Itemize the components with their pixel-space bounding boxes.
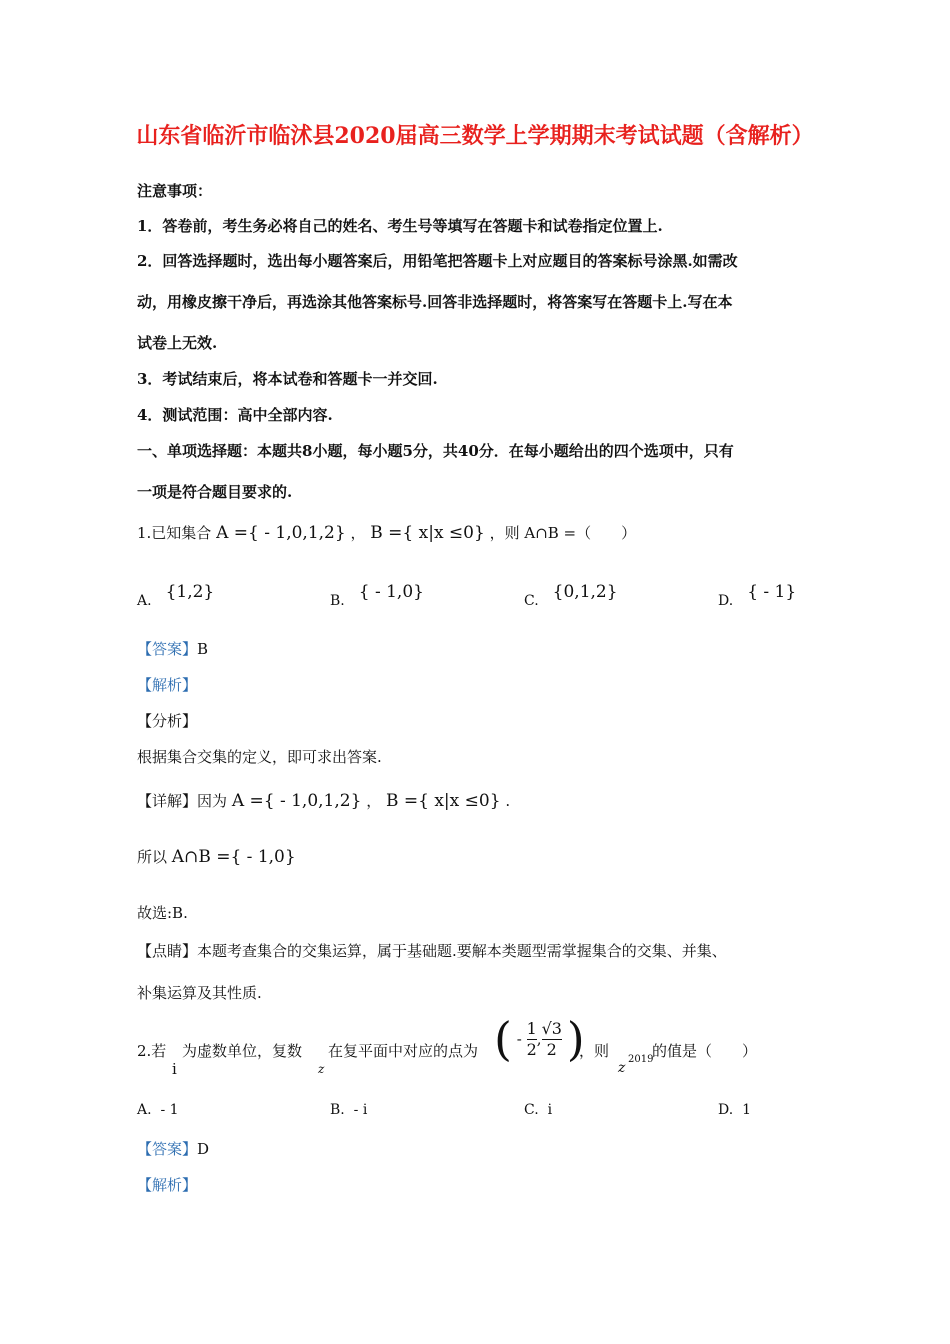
q1-fenxi-tag: 【分析】 — [137, 712, 198, 730]
q1-set-a: A ={ - 1,0,1,2} — [216, 523, 346, 543]
q1-stem-suffix: ，则 A∩B =（ ） — [489, 524, 637, 542]
q1-option-d-label: D. — [718, 593, 734, 609]
q1-detail-set-b: B ={ x|x ≤0} — [385, 791, 501, 811]
q1-option-a-label: A. — [137, 593, 152, 609]
q2-z-power-base: z — [618, 1060, 626, 1076]
q2-i-symbol: i — [172, 1060, 177, 1078]
q1-option-c-label: C. — [524, 593, 539, 609]
q2-option-a-label: A. — [137, 1102, 152, 1118]
page-title: 山东省临沂市临沭县2020届高三数学上学期期末考试试题（含解析） — [136, 123, 814, 149]
q1-set-b: B ={ x|x ≤0} — [370, 523, 485, 543]
q2-option-b-value: - i — [353, 1102, 368, 1118]
q2-stem-d: ，则 — [579, 1042, 610, 1060]
q1-so — [137, 846, 296, 867]
q2-answer-tag: 【答案】 — [137, 1140, 198, 1158]
q2-option-c-value: i — [547, 1102, 553, 1118]
notice-item-2-line-2: 动，用橡皮擦干净后，再选涂其他答案标号.回答非选择题时，将答案写在答题卡上.写在本 — [137, 293, 733, 311]
q1-option-d — [718, 582, 797, 610]
q1-answer-tag: 【答案】 — [137, 640, 198, 658]
notice-heading: 注意事项： — [137, 182, 213, 200]
q2-option-a — [137, 1102, 179, 1118]
q1-comment-line-1 — [137, 940, 727, 961]
q1-option-d-value: { - 1} — [747, 582, 797, 602]
q2-option-d-value: 1 — [742, 1102, 752, 1118]
q2-option-b — [330, 1102, 367, 1118]
notice-item-4: 4．测试范围：高中全部内容. — [137, 406, 333, 424]
q2-right-paren: ) — [566, 1012, 585, 1066]
q1-comment-tag: 【点睛】 — [137, 942, 198, 960]
q1-detail-tag: 【详解】 — [137, 792, 198, 810]
q2-fraction-2: $\frac{√3}{2}$ — [541, 1018, 562, 1059]
q1-detail: 【详解】因为 A ={ - 1,0,1,2} ， B ={ x|x ≤0} . — [137, 791, 511, 811]
notice-item-1: 1．答卷前，考生务必将自己的姓名、考生号等填写在答题卡和试卷指定位置上. — [137, 217, 663, 235]
q2-option-c — [524, 1102, 552, 1118]
q1-stem-prefix: 1.已知集合 — [137, 524, 212, 542]
q2-z-symbol: z — [318, 1062, 325, 1076]
q2-stem-b: 为虚数单位，复数 — [182, 1042, 303, 1060]
q2-power: 2019 — [628, 1054, 654, 1065]
q1-option-b-label: B. — [330, 593, 345, 609]
q2-analysis-tag — [137, 1174, 197, 1195]
q1-comma: ， — [350, 524, 366, 542]
q2-answer — [137, 1138, 209, 1159]
q1-detail-text: 因为 — [197, 792, 228, 810]
q1-analysis-label: 【解析】 — [137, 676, 198, 694]
q1-analysis-tag — [137, 674, 197, 695]
q2-analysis-label: 【解析】 — [137, 1176, 198, 1194]
q1-option-a-value: {1,2} — [165, 582, 215, 602]
notice-item-2-line-3: 试卷上无效. — [137, 334, 218, 352]
q1-answer — [137, 638, 208, 659]
q1-stem — [137, 522, 636, 543]
q2-answer-value: D — [197, 1140, 210, 1158]
q2-stem-c: 在复平面中对应的点为 — [328, 1042, 479, 1060]
notice-item-2-line-1: 2．回答选择题时，选出每小题答案后，用铅笔把答题卡上对应题目的答案标号涂黑.如需改 — [137, 252, 738, 270]
q1-comment-text-1: 本题考查集合的交集运算，属于基础题.要解本类题型需掌握集合的交集、并集、 — [197, 942, 727, 960]
section1-line-2: 一项是符合题目要求的. — [137, 483, 293, 501]
q2-left-paren: ( — [494, 1012, 512, 1066]
notice-item-3: 3．考试结束后，将本试卷和答题卡一并交回. — [137, 370, 438, 388]
q1-option-b-value: { - 1,0} — [358, 582, 424, 602]
q2-option-d — [718, 1102, 751, 1118]
q1-option-b — [330, 582, 424, 610]
q1-answer-value: B — [197, 640, 209, 658]
q1-so-label: 所以 — [137, 848, 168, 866]
q2-stem-a: 2.若 — [137, 1042, 167, 1060]
q2-point: ( - $\frac{1}{2}$ , $\frac{√3}{2}$ ) — [494, 1012, 585, 1066]
q2-fraction-1: $\frac{1}{2}$ — [526, 1018, 537, 1059]
q2-option-b-label: B. — [330, 1102, 345, 1118]
q1-comment-line-2: 补集运算及其性质. — [137, 984, 262, 1002]
q2-option-d-label: D. — [718, 1102, 734, 1118]
q2-stem-e: 的值是（ ） — [652, 1042, 758, 1060]
q1-option-c-value: {0,1,2} — [552, 582, 618, 602]
q2-option-a-value: - 1 — [160, 1102, 179, 1118]
q1-option-c — [524, 582, 618, 610]
q1-detail-comma: ， — [366, 792, 382, 810]
q1-choose: 故选:B. — [137, 904, 188, 922]
q1-detail-set-a: A ={ - 1,0,1,2} — [231, 791, 362, 811]
section1-line-1: 一、单项选择题：本题共8小题，每小题5分，共40分．在每小题给出的四个选项中，只有 — [137, 442, 734, 460]
q2-option-c-label: C. — [524, 1102, 539, 1118]
q1-so-expr: A∩B ={ - 1,0} — [171, 847, 296, 867]
q1-option-a — [137, 582, 215, 610]
q1-fenxi-text: 根据集合交集的定义，即可求出答案. — [137, 748, 382, 766]
